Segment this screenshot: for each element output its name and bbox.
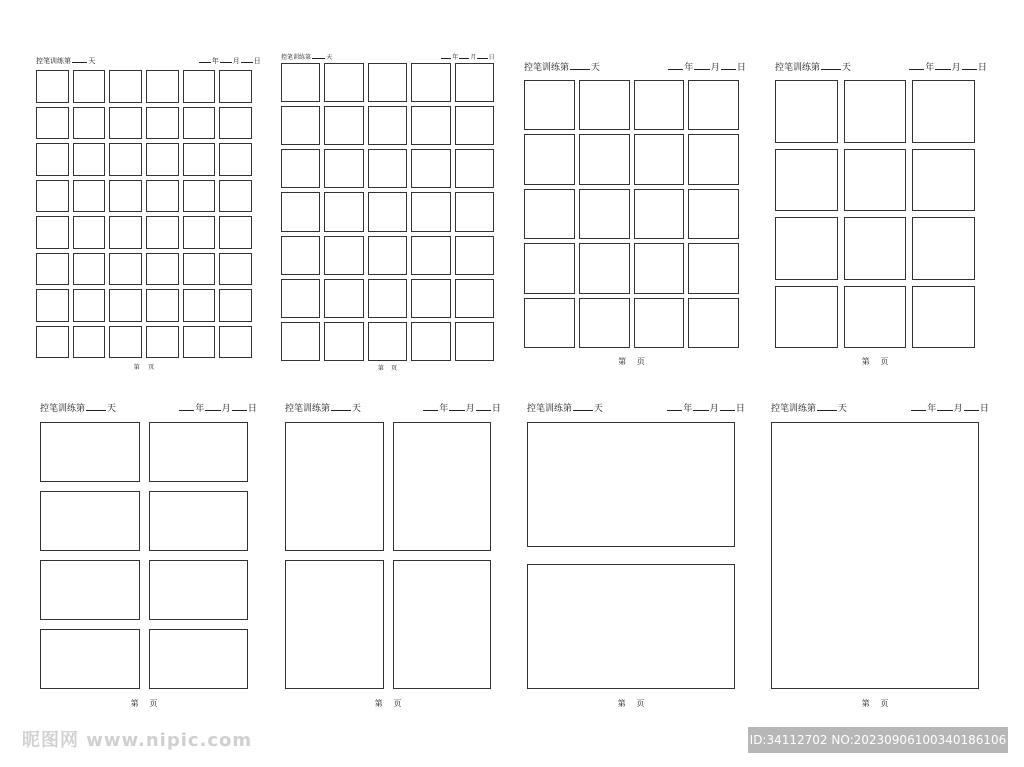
practice-box	[527, 564, 735, 689]
year-blank	[911, 404, 926, 411]
practice-box	[219, 107, 252, 140]
page-number	[618, 699, 645, 709]
date-year: 年	[211, 57, 219, 65]
practice-box	[688, 189, 739, 239]
month-blank	[449, 404, 464, 411]
practice-box	[73, 253, 106, 286]
practice-box	[219, 143, 252, 176]
year-blank	[909, 63, 924, 70]
practice-box	[73, 70, 106, 103]
practice-box	[281, 106, 320, 145]
practice-box	[455, 322, 494, 361]
date-month: 月	[953, 404, 963, 414]
practice-box	[183, 216, 216, 249]
practice-box	[281, 149, 320, 188]
practice-box	[281, 192, 320, 231]
practice-box	[912, 80, 975, 143]
day-blank	[331, 404, 351, 411]
practice-box	[634, 298, 685, 348]
practice-box	[368, 149, 407, 188]
practice-box	[455, 106, 494, 145]
practice-box	[411, 149, 450, 188]
practice-box	[844, 286, 907, 349]
practice-box	[36, 180, 69, 213]
practice-box	[524, 134, 575, 184]
practice-box	[149, 560, 249, 620]
sheet-title	[36, 56, 95, 66]
sheet-title	[524, 63, 600, 73]
practice-box	[40, 560, 140, 620]
practice-box	[109, 180, 142, 213]
day-blank	[312, 52, 325, 59]
practice-box	[844, 80, 907, 143]
title-prefix: 控笔训练第	[527, 404, 573, 414]
practice-box	[324, 149, 363, 188]
practice-box	[579, 134, 630, 184]
practice-box	[455, 279, 494, 318]
practice-box	[285, 422, 384, 551]
date-day: 日	[488, 54, 495, 61]
year-blank	[423, 404, 438, 411]
date-year: 年	[683, 404, 693, 414]
date-month: 月	[951, 63, 961, 73]
page-label-ye: 页	[393, 699, 402, 708]
practice-box	[183, 289, 216, 322]
page-label-ye: 页	[636, 699, 645, 708]
date-day: 日	[491, 404, 501, 414]
practice-box	[912, 217, 975, 280]
page-number	[375, 699, 402, 709]
practice-box	[36, 70, 69, 103]
practice-box	[146, 70, 179, 103]
date-month: 月	[465, 404, 475, 414]
practice-box	[844, 217, 907, 280]
page-label-di: 第	[617, 699, 626, 708]
page-label-di: 第	[861, 357, 870, 366]
date-year: 年	[925, 63, 935, 73]
year-blank	[667, 404, 682, 411]
title-day: 天	[841, 63, 851, 73]
title-day: 天	[351, 404, 361, 414]
title-prefix: 控笔训练第	[40, 404, 86, 414]
title-day: 天	[106, 404, 116, 414]
practice-box	[73, 289, 106, 322]
page-label-ye: 页	[148, 364, 155, 371]
practice-box	[324, 279, 363, 318]
practice-box	[73, 107, 106, 140]
page-label-ye: 页	[880, 357, 889, 366]
day-num-blank	[476, 404, 491, 411]
sheet-date	[422, 404, 501, 414]
date-day: 日	[977, 63, 987, 73]
sheet-date	[908, 63, 987, 73]
practice-box	[324, 322, 363, 361]
month-blank	[694, 63, 709, 70]
practice-box	[324, 63, 363, 102]
practice-box	[281, 63, 320, 102]
day-num-blank	[721, 63, 736, 70]
date-month: 月	[221, 404, 231, 414]
page-number	[862, 357, 889, 367]
practice-box	[109, 253, 142, 286]
title-day: 天	[88, 57, 96, 65]
practice-box	[775, 80, 838, 143]
title-day: 天	[593, 404, 603, 414]
practice-box	[368, 236, 407, 275]
day-num-blank	[962, 63, 977, 70]
day-blank	[86, 404, 106, 411]
practice-box	[36, 253, 69, 286]
sheet-date	[666, 404, 745, 414]
practice-box	[524, 80, 575, 130]
sheet-date	[198, 56, 261, 66]
practice-box	[73, 180, 106, 213]
sheet-date	[178, 404, 257, 414]
practice-box	[411, 236, 450, 275]
practice-box	[775, 149, 838, 212]
practice-box	[455, 149, 494, 188]
practice-box	[109, 216, 142, 249]
practice-box	[368, 106, 407, 145]
practice-box	[36, 289, 69, 322]
practice-box	[281, 236, 320, 275]
page-label-di: 第	[377, 365, 384, 372]
practice-box	[73, 326, 106, 359]
practice-box	[775, 286, 838, 349]
page-label-ye: 页	[880, 699, 889, 708]
day-num-blank	[477, 52, 487, 59]
practice-box	[146, 326, 179, 359]
day-blank	[817, 404, 837, 411]
page-number	[862, 699, 889, 709]
practice-box	[393, 422, 492, 551]
practice-box	[844, 149, 907, 212]
practice-box	[411, 279, 450, 318]
practice-box	[912, 149, 975, 212]
date-day: 日	[247, 404, 257, 414]
practice-box	[579, 243, 630, 293]
date-day: 日	[253, 57, 261, 65]
sheet-title	[281, 52, 332, 63]
practice-box	[393, 560, 492, 689]
date-month: 月	[232, 57, 240, 65]
sheet-title	[40, 404, 116, 414]
title-prefix: 控笔训练第	[775, 63, 821, 73]
practice-box	[688, 80, 739, 130]
title-day: 天	[326, 54, 333, 61]
title-prefix: 控笔训练第	[281, 54, 312, 61]
practice-box	[146, 253, 179, 286]
date-month: 月	[709, 404, 719, 414]
practice-box	[324, 236, 363, 275]
practice-box	[281, 322, 320, 361]
practice-box	[183, 180, 216, 213]
page-number	[378, 364, 397, 374]
practice-box	[219, 326, 252, 359]
practice-box	[775, 217, 838, 280]
title-prefix: 控笔训练第	[524, 63, 570, 73]
practice-box	[368, 279, 407, 318]
practice-box	[324, 106, 363, 145]
practice-box	[109, 326, 142, 359]
page-number	[134, 363, 154, 373]
practice-box	[40, 629, 140, 689]
practice-box	[281, 279, 320, 318]
month-blank	[220, 56, 232, 63]
page-label-di: 第	[618, 357, 627, 366]
practice-box	[579, 80, 630, 130]
practice-box	[912, 286, 975, 349]
practice-box	[40, 491, 140, 551]
watermark-site: 昵图网 www.nipic.com	[22, 730, 253, 751]
month-blank	[937, 404, 952, 411]
practice-box	[146, 107, 179, 140]
practice-box	[524, 298, 575, 348]
sheet-title	[775, 63, 851, 73]
page-label-di: 第	[133, 364, 140, 371]
practice-box	[324, 192, 363, 231]
date-year: 年	[452, 54, 459, 61]
practice-box	[455, 192, 494, 231]
practice-box	[771, 422, 979, 689]
title-prefix: 控笔训练第	[285, 404, 331, 414]
practice-box	[579, 189, 630, 239]
date-year: 年	[439, 404, 449, 414]
month-blank	[935, 63, 950, 70]
title-prefix: 控笔训练第	[36, 57, 71, 65]
practice-box	[109, 289, 142, 322]
date-day: 日	[736, 63, 746, 73]
practice-box	[455, 63, 494, 102]
practice-box	[109, 107, 142, 140]
title-day: 天	[837, 404, 847, 414]
practice-box	[688, 134, 739, 184]
year-blank	[441, 52, 451, 59]
practice-box	[219, 216, 252, 249]
practice-box	[109, 70, 142, 103]
practice-box	[634, 189, 685, 239]
title-day: 天	[590, 63, 600, 73]
month-blank	[205, 404, 220, 411]
year-blank	[668, 63, 683, 70]
day-blank	[570, 63, 590, 70]
sheet-title	[771, 404, 847, 414]
page-label-ye: 页	[149, 699, 158, 708]
practice-box	[146, 289, 179, 322]
practice-box	[524, 243, 575, 293]
practice-box	[219, 70, 252, 103]
practice-box	[40, 422, 140, 482]
practice-box	[368, 63, 407, 102]
date-year: 年	[927, 404, 937, 414]
practice-box	[183, 70, 216, 103]
practice-box	[109, 143, 142, 176]
title-prefix: 控笔训练第	[771, 404, 817, 414]
date-day: 日	[735, 404, 745, 414]
practice-box	[36, 326, 69, 359]
practice-box	[219, 253, 252, 286]
sheet-title	[527, 404, 603, 414]
date-year: 年	[195, 404, 205, 414]
page-number	[131, 699, 158, 709]
page-label-di: 第	[130, 699, 139, 708]
practice-box	[149, 422, 249, 482]
practice-box	[579, 298, 630, 348]
day-num-blank	[964, 404, 979, 411]
practice-box	[149, 491, 249, 551]
year-blank	[179, 404, 194, 411]
practice-box	[634, 134, 685, 184]
practice-box	[146, 180, 179, 213]
day-blank	[821, 63, 841, 70]
practice-box	[411, 192, 450, 231]
day-blank	[573, 404, 593, 411]
practice-box	[36, 107, 69, 140]
practice-box	[368, 322, 407, 361]
practice-box	[146, 143, 179, 176]
practice-box	[183, 107, 216, 140]
practice-box	[688, 243, 739, 293]
page-label-ye: 页	[391, 365, 398, 372]
practice-box	[368, 192, 407, 231]
page-label-ye: 页	[636, 357, 645, 366]
month-blank	[459, 52, 469, 59]
date-day: 日	[979, 404, 989, 414]
practice-box	[73, 216, 106, 249]
page-label-di: 第	[861, 699, 870, 708]
practice-box	[411, 106, 450, 145]
date-month: 月	[710, 63, 720, 73]
practice-box	[219, 180, 252, 213]
practice-box	[36, 143, 69, 176]
sheet-date	[667, 63, 746, 73]
practice-box	[524, 189, 575, 239]
practice-box	[183, 143, 216, 176]
sheet-title	[285, 404, 361, 414]
sheet-date	[910, 404, 989, 414]
practice-box	[688, 298, 739, 348]
date-year: 年	[684, 63, 694, 73]
practice-box	[634, 80, 685, 130]
practice-box	[73, 143, 106, 176]
practice-box	[219, 289, 252, 322]
practice-box	[146, 216, 179, 249]
practice-box	[183, 326, 216, 359]
day-num-blank	[232, 404, 247, 411]
page-number	[618, 357, 645, 367]
year-blank	[199, 56, 211, 63]
practice-box	[455, 236, 494, 275]
practice-box	[36, 216, 69, 249]
watermark-id: ID:34112702 NO:20230906100340186106	[748, 727, 1008, 753]
sheet-date	[440, 52, 495, 63]
day-num-blank	[241, 56, 253, 63]
day-blank	[72, 56, 87, 63]
practice-box	[149, 629, 249, 689]
day-num-blank	[720, 404, 735, 411]
practice-box	[527, 422, 735, 547]
date-month: 月	[470, 54, 477, 61]
practice-box	[411, 322, 450, 361]
practice-box	[634, 243, 685, 293]
practice-box	[411, 63, 450, 102]
page-label-di: 第	[374, 699, 383, 708]
practice-box	[183, 253, 216, 286]
practice-box	[285, 560, 384, 689]
month-blank	[693, 404, 708, 411]
